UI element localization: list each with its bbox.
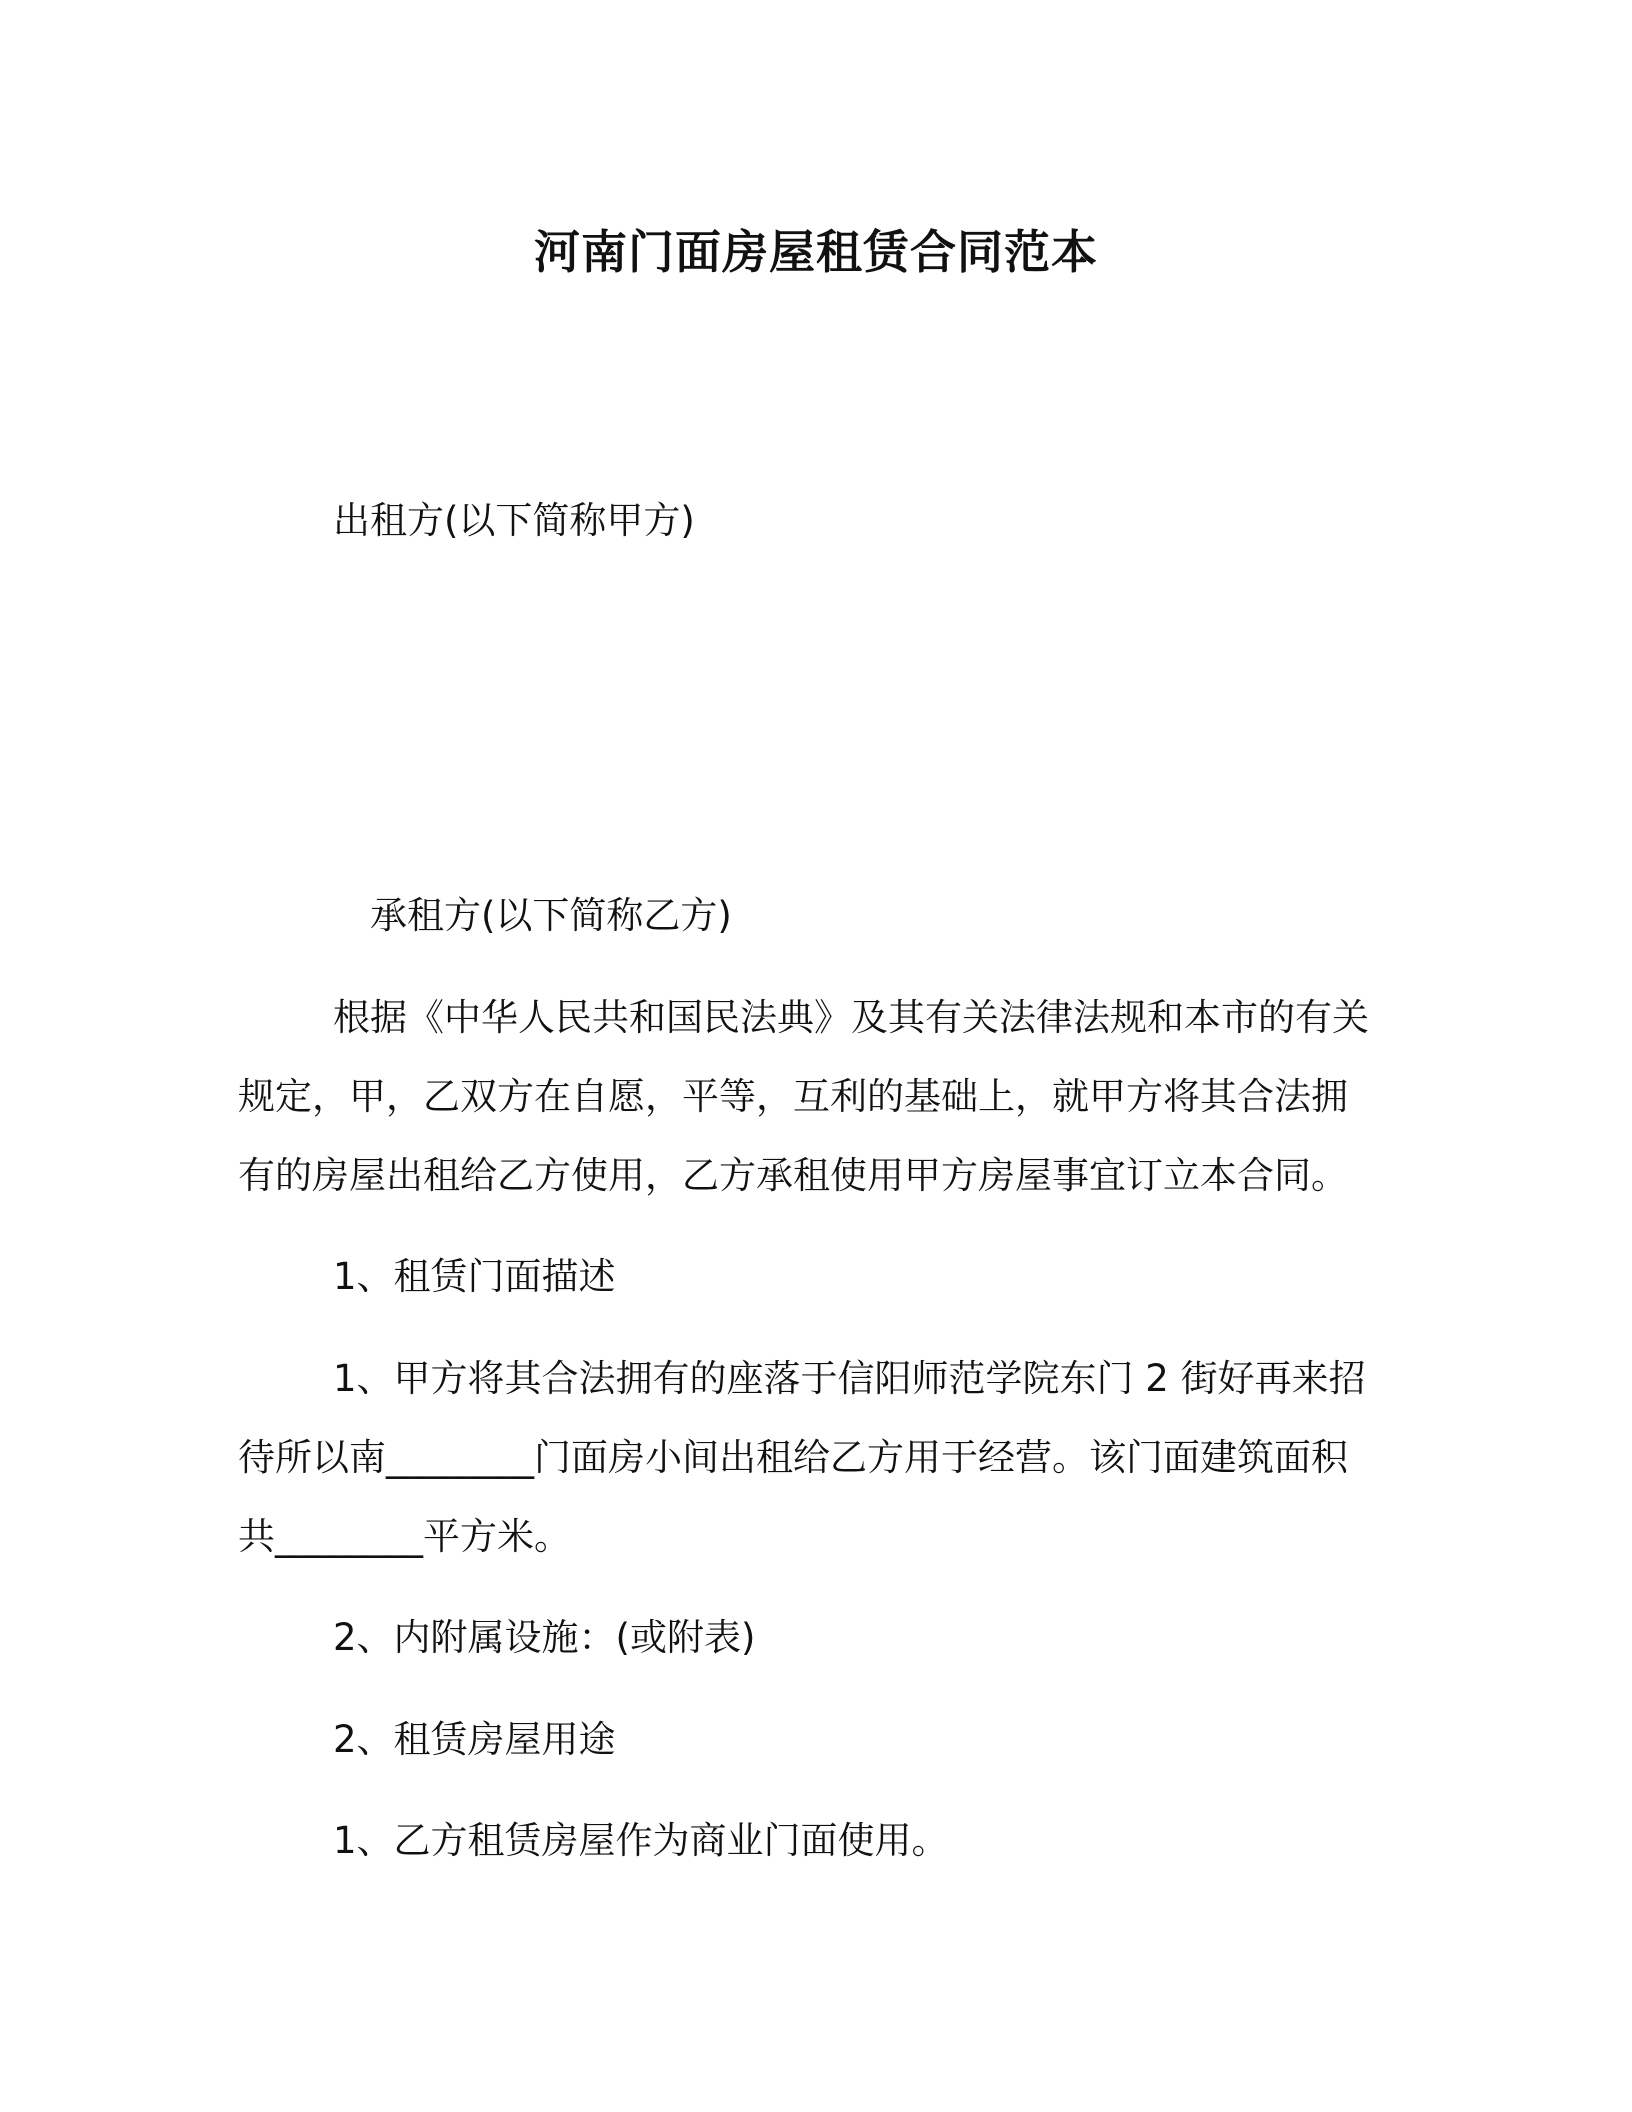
section-2-heading: 2、租赁房屋用途 [333,1718,616,1761]
section-1-item-1-line-1: 1、甲方将其合法拥有的座落于信阳师范学院东门 2 街好再来招 [333,1357,1366,1400]
lessor-line: 出租方(以下简称甲方) [333,499,695,542]
preamble-line-3: 有的房屋出租给乙方使用，乙方承租使用甲方房屋事宜订立本合同。 [238,1154,1348,1197]
preamble-line-2: 规定，甲，乙双方在自愿，平等，互利的基础上，就甲方将其合法拥 [238,1075,1348,1118]
text-segment: 共 [238,1515,275,1558]
section-1-heading: 1、租赁门面描述 [333,1255,616,1298]
preamble-line-1: 根据《中华人民共和国民法典》及其有关法律法规和本市的有关 [333,996,1369,1039]
section-2-item-1: 1、乙方租赁房屋作为商业门面使用。 [333,1819,949,1862]
text-segment: 门面房小间出租给乙方用于经营。该门面建筑面积 [534,1436,1348,1479]
text-segment: 待所以南 [238,1436,386,1479]
section-1-item-1-line-2 [238,1432,1348,1484]
text-segment: 平方米。 [423,1515,571,1558]
document-title: 河南门面房屋租赁合同范本 [534,225,1098,279]
section-1-item-1-line-3 [238,1511,571,1563]
fill-in-blank: ________ [275,1515,423,1558]
lessee-line: 承租方(以下简称乙方) [370,894,732,937]
section-1-item-2: 2、内附属设施：(或附表) [333,1616,756,1659]
fill-in-blank: ________ [386,1436,534,1479]
